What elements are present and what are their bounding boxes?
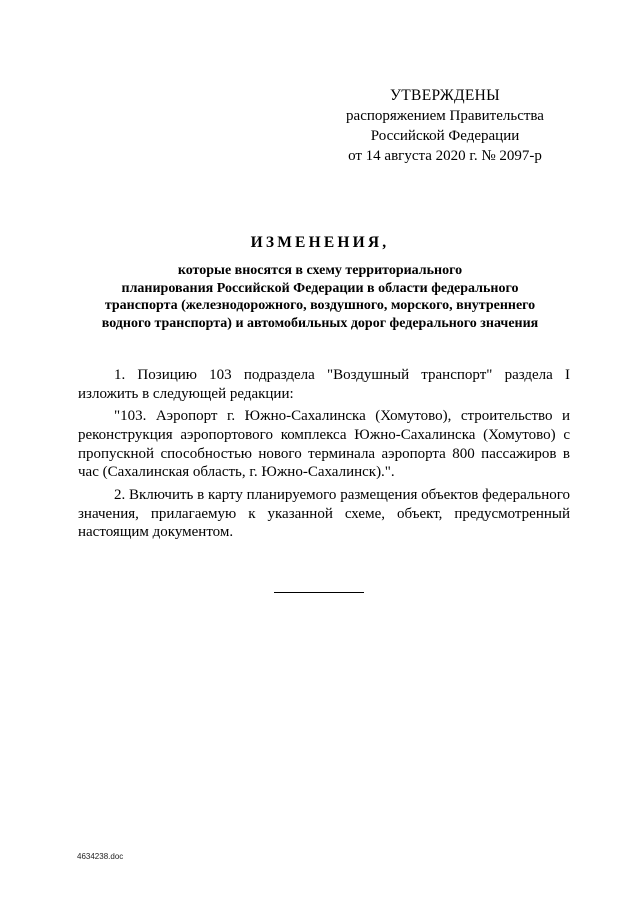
subtitle-line-2: планирования Российской Федерации в области федерального: [121, 280, 519, 296]
approval-line-3: от 14 августа 2020 г. № 2097-р: [348, 148, 542, 164]
approval-line-1: распоряжением Правительства: [346, 108, 544, 124]
approval-block: [340, 86, 550, 166]
document-code: 4634238.doc: [77, 852, 124, 861]
document-title: ИЗМЕНЕНИЯ,: [250, 234, 390, 251]
subtitle-line-4: водного транспорта) и автомобильных дорог федерального значения: [101, 315, 539, 331]
separator-line: [274, 592, 364, 593]
paragraph-1: 1. Позицию 103 подраздела "Воздушный транспорт" раздела I изложить в следующей редакции:: [78, 367, 570, 402]
approval-line-2: Российской Федерации: [370, 128, 520, 144]
document-body: [78, 366, 570, 546]
document-subtitle: [60, 262, 580, 332]
paragraph-2: "103. Аэропорт г. Южно-Сахалинска (Хомутово), строительство и реконструкция аэропортового комплекса Южно-Сахалинска (Хомутово) с пропускной способностью нового терминала аэропорта 800 пассажиров в час (Сахалинская область, г. Южно-Сахалинск).".: [78, 408, 570, 481]
subtitle-line-1: которые вносятся в схему территориального: [177, 263, 463, 278]
paragraph-3: 2. Включить в карту планируемого размещения объектов федерального значения, прилагаемую к указанной схеме, объект, предусмотренный настоящим документом.: [78, 486, 570, 541]
subtitle-line-3: транспорта (железнодорожного, воздушного, морского, внутреннего: [104, 298, 536, 313]
approval-heading: УТВЕРЖДЕНЫ: [390, 87, 500, 104]
